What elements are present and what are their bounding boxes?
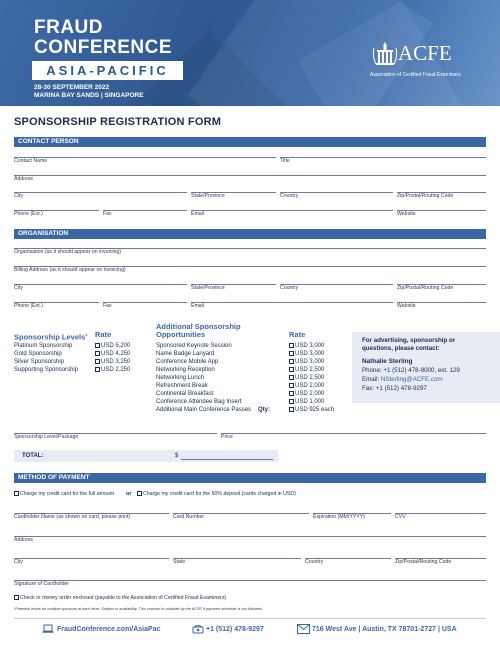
total-label: TOTAL: — [22, 453, 44, 459]
contact-person-heading: CONTACT PERSON — [14, 137, 486, 147]
levels-rate-heading: Rate — [95, 330, 112, 339]
additional-item-name: Networking Lunch — [156, 375, 205, 381]
conference-title-line2: CONFERENCE — [34, 37, 173, 58]
organisation-heading: ORGANISATION — [14, 229, 486, 239]
org-zip-label: Zip/Postal/Routing Code — [397, 285, 454, 291]
email-label: Email — [191, 211, 204, 217]
expiration-label: Expiration (MM/YYYY) — [313, 514, 365, 520]
checkbox[interactable] — [289, 367, 294, 372]
checkbox[interactable] — [289, 375, 294, 380]
additional-item-name: Refreshment Break — [156, 383, 208, 389]
pay-full-option[interactable]: Charge my credit card for the full amount — [14, 491, 114, 497]
additional-item-name: Conference Mobile App — [156, 359, 219, 365]
checkbox[interactable] — [289, 407, 294, 412]
city-label: City — [14, 193, 23, 199]
level-name: Silver Sponsorship — [14, 359, 65, 365]
org-state-label: State/Province — [191, 285, 225, 291]
payment-city-field[interactable] — [14, 558, 169, 559]
level-name: Supporting Sponsorship — [14, 367, 79, 373]
card-number-label: Card Number — [173, 514, 205, 520]
org-country-label: Country — [280, 285, 299, 291]
conference-title-line1: FRAUD — [34, 17, 103, 38]
checkbox[interactable] — [289, 391, 294, 396]
country-label: Country — [280, 193, 299, 199]
or-label: or — [126, 491, 132, 497]
zip-label: Zip/Postal/Routing Code — [397, 193, 454, 199]
payment-address-field[interactable] — [14, 536, 486, 537]
org-email-field[interactable] — [191, 302, 393, 303]
level-name: Gold Sponsorship — [14, 351, 62, 357]
signature-field[interactable] — [14, 580, 486, 581]
additional-option[interactable]: USD 2,500 — [289, 375, 324, 383]
contact-box-heading: For advertising, sponsorship or questions, please contact: — [362, 337, 456, 352]
payment-zip-label: Zip/Postal/Routing Code — [395, 559, 452, 565]
checkbox[interactable] — [14, 491, 19, 496]
additional-option[interactable]: USD 3,000 — [289, 359, 324, 367]
acfe-logo-icon — [372, 40, 398, 70]
level-option-supporting[interactable]: USD 2,250 — [95, 367, 130, 375]
additional-heading-line2: Opportunities — [156, 330, 206, 339]
payment-heading: METHOD OF PAYMENT — [14, 473, 486, 483]
org-email-label: Email — [191, 303, 204, 309]
price-field[interactable] — [221, 433, 486, 434]
payment-address-label: Address — [14, 537, 34, 543]
additional-option[interactable]: USD 925 each — [289, 407, 334, 415]
additional-item-name: Additional Main Conference Passes — [156, 407, 252, 413]
checkbox[interactable] — [289, 359, 294, 364]
acfe-logo-text: ACFE — [398, 41, 452, 65]
address-label: Address — [14, 176, 34, 182]
form-title: SPONSORSHIP REGISTRATION FORM — [14, 116, 222, 128]
org-website-label: Website — [397, 303, 416, 309]
fax-field[interactable] — [103, 210, 187, 211]
address-field[interactable] — [14, 175, 486, 176]
acfe-logo-subtitle: Association of Certified Fraud Examiners — [370, 72, 461, 78]
footer-address: 716 West Ave | Austin, TX 78701-2727 | USA — [312, 626, 457, 633]
footer-website-link[interactable]: FraudConference.com/AsiaPac — [57, 626, 161, 633]
cvv-field[interactable] — [395, 513, 486, 514]
checkbox[interactable] — [289, 343, 294, 348]
additional-option[interactable]: USD 1,000 — [289, 399, 324, 407]
checkbox[interactable] — [289, 383, 294, 388]
sponsorship-levels-heading: Sponsorship Levels$^1$ — [14, 332, 88, 342]
additional-rate-heading: Rate — [289, 330, 306, 339]
city-field[interactable] — [14, 192, 187, 193]
cardholder-label: Cardholder Name (as shown on card, please print) — [14, 514, 131, 520]
phone-icon — [192, 624, 204, 634]
level-option-silver[interactable]: USD 3,250 — [95, 359, 130, 367]
organisation-label: Organisation (as it should appear on invoicing) — [14, 249, 121, 255]
signature-label: Signature of Cardholder — [14, 581, 70, 587]
additional-item-name: Networking Reception — [156, 367, 215, 373]
additional-option[interactable]: USD 3,000 — [289, 343, 324, 351]
checkbox[interactable] — [95, 351, 100, 356]
check-option[interactable]: Check or money order enclosed (payable to the Association of Certified Fraud Examiners) — [14, 595, 226, 601]
envelope-icon — [297, 624, 310, 634]
fax-label: Fax — [103, 211, 112, 217]
contact-name-field[interactable] — [14, 157, 276, 158]
level-option-gold[interactable]: USD 4,250 — [95, 351, 130, 359]
header-banner — [0, 0, 500, 106]
title-field[interactable] — [280, 157, 486, 158]
org-city-field[interactable] — [14, 284, 187, 285]
checkbox[interactable] — [95, 367, 100, 372]
additional-option[interactable]: USD 2,000 — [289, 391, 324, 399]
conference-venue: MARINA BAY SANDS | SINGAPORE — [34, 92, 144, 99]
checkbox[interactable] — [95, 343, 100, 348]
footnote: ¹Potential exists for multiple sponsors at each level. Subject to availability. This contract is voidable by the ACFE if payment schedule is not followed. — [14, 607, 263, 611]
additional-item-name: Continental Breakfast — [156, 391, 214, 397]
cvv-label: CVV — [395, 514, 406, 520]
additional-item-name: Name Badge Lanyard — [156, 351, 215, 357]
state-label: State/Province — [191, 193, 225, 199]
payment-state-label: State — [173, 559, 186, 565]
checkbox[interactable] — [95, 359, 100, 364]
contact-fax: Fax: +1 (512) 478-9297 — [362, 385, 427, 392]
total-row — [14, 450, 278, 462]
additional-option[interactable]: USD 2,500 — [289, 367, 324, 375]
org-fax-field[interactable] — [103, 302, 187, 303]
region-badge: ASIA-PACIFIC — [32, 61, 183, 80]
org-phone-label: Phone (Ext.) — [14, 303, 43, 309]
additional-option[interactable]: USD 3,000 — [289, 351, 324, 359]
contact-phone: Phone: +1 (512) 478-9000, ext. 129 — [362, 367, 460, 374]
additional-item-name: Conference Attendee Bag Insert — [156, 399, 242, 405]
org-city-label: City — [14, 285, 23, 291]
conference-dates: 28-30 SEPTEMBER 2022 — [34, 84, 110, 91]
additional-heading-line1: Additional Sponsorship — [156, 322, 241, 331]
qty-label: Qty: — [258, 407, 270, 413]
additional-option[interactable]: USD 2,000 — [289, 383, 324, 391]
email-field[interactable] — [191, 210, 393, 211]
laptop-icon — [42, 624, 54, 634]
billing-address-label: Billing Address (as it should appear on invoicing) — [14, 267, 126, 273]
price-label: Price — [221, 434, 233, 440]
contact-email-link[interactable]: NSterling@ACFE.com — [380, 376, 443, 383]
level-option-platinum[interactable]: USD 5,200 — [95, 343, 130, 351]
org-fax-label: Fax — [103, 303, 112, 309]
total-field[interactable] — [181, 459, 273, 460]
payment-state-field[interactable] — [173, 558, 301, 559]
checkbox[interactable] — [289, 399, 294, 404]
phone-label: Phone (Ext.) — [14, 211, 43, 217]
checkbox[interactable] — [137, 491, 142, 496]
contact-email: Email: NSterling@ACFE.com — [362, 376, 443, 383]
total-currency: $ — [175, 453, 179, 459]
title-label: Title — [280, 158, 290, 164]
pay-deposit-option[interactable]: Charge my credit card for the 50% deposit (cards charged in USD) — [137, 491, 296, 497]
footer-phone: +1 (512) 478-9297 — [206, 626, 264, 633]
contact-name-label: Contact Name — [14, 158, 48, 164]
contact-name: Nathalie Sterling — [362, 358, 413, 365]
additional-item-name: Sponsored Keynote Session — [156, 343, 232, 349]
payment-city-label: City — [14, 559, 23, 565]
footer-divider — [14, 618, 486, 619]
website-label: Website — [397, 211, 416, 217]
checkbox[interactable] — [289, 351, 294, 356]
level-name: Platinum Sponsorship — [14, 343, 73, 349]
payment-country-label: Country — [305, 559, 324, 565]
checkbox[interactable] — [14, 595, 19, 600]
package-label: Sponsorship Level/Package — [14, 434, 79, 440]
